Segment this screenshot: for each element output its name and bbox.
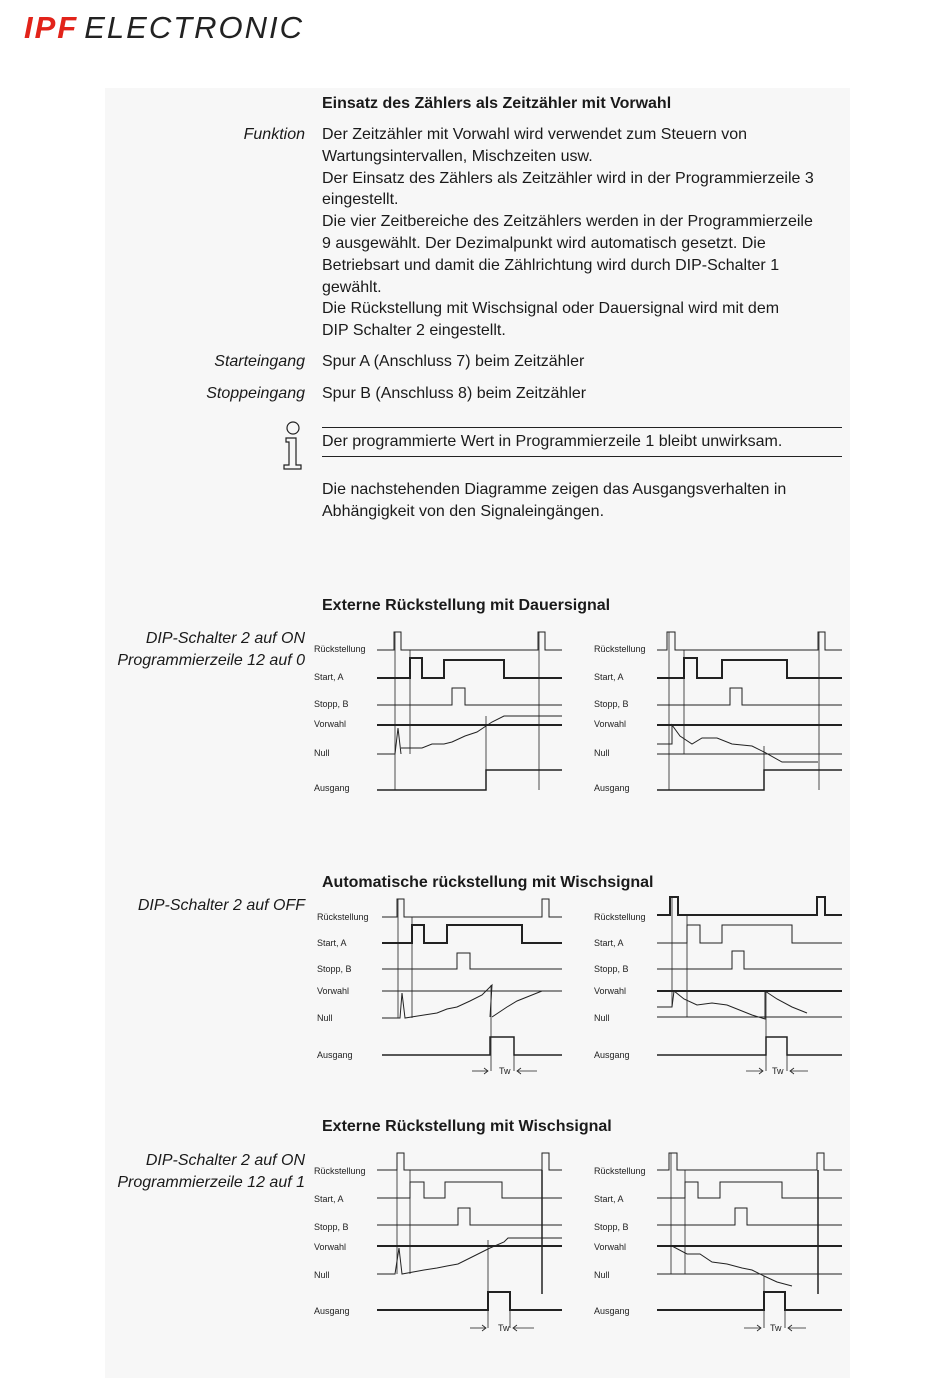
signal-label: Vorwahl [314, 1242, 347, 1252]
signal-label: Stopp, B [314, 1222, 349, 1232]
text-line: eingestellt. [322, 191, 399, 209]
text-line: DIP Schalter 2 eingestellt. [322, 322, 506, 340]
label-line: DIP-Schalter 2 auf OFF [137, 897, 305, 914]
signal-label: Stopp, B [594, 964, 629, 974]
label-line: DIP-Schalter 2 auf ON [145, 630, 305, 647]
label-line: Programmierzeile 12 auf 0 [117, 652, 305, 669]
signal-label: Ausgang [317, 1050, 353, 1060]
signal-label: Ausgang [594, 783, 630, 793]
signal-label: Rückstellung [317, 912, 369, 922]
signal-label: Ausgang [594, 1050, 630, 1060]
signal-label: Rückstellung [314, 644, 366, 654]
section-title: Einsatz des Zählers als Zeitzähler mit Vorwahl [322, 95, 672, 112]
timing-diagram-2a [312, 895, 562, 1080]
text-line: Der Zeitzähler mit Vorwahl wird verwendet zum Steuern von [322, 126, 748, 143]
signal-label: Start, A [594, 672, 624, 682]
diagram-title-2: Automatische rückstellung mit Wischsignal [322, 874, 654, 891]
signal-label: Null [594, 1270, 610, 1280]
signal-label: Vorwahl [594, 719, 627, 729]
tw-label: Tw [770, 1323, 782, 1333]
diagram-label-2 [105, 895, 305, 917]
signal-label: Vorwahl [594, 1242, 627, 1252]
text-line: Der Einsatz des Zählers als Zeitzähler wird in der Programmierzeile 3 [322, 169, 814, 187]
tw-label: Tw [498, 1323, 510, 1333]
text-line: gewählt. [322, 278, 382, 296]
signal-label: Stopp, B [594, 1222, 629, 1232]
signal-label: Start, A [314, 1194, 344, 1204]
funktion-text [322, 124, 847, 342]
signal-label: Rückstellung [314, 1166, 366, 1176]
funktion-label: Funktion [243, 126, 305, 143]
brand-logo [24, 10, 304, 46]
logo-ipf: IPF [24, 10, 79, 45]
text-line: Die vier Zeitbereiche des Zeitzählers werden in der Programmierzeile [322, 213, 813, 231]
diagram-label-3 [105, 1150, 305, 1194]
intro-text [322, 479, 847, 523]
timing-diagram-3a [312, 1150, 562, 1340]
signal-label: Null [594, 748, 610, 758]
signal-label: Start, A [594, 938, 624, 948]
text-line: Betriebsart und damit die Zählrichtung wird durch DIP-Schalter 1 [322, 256, 780, 274]
diagram-label-1 [105, 628, 305, 672]
timing-diagram-1a [312, 628, 562, 800]
text-line: Wartungsintervallen, Mischzeiten usw. [322, 147, 593, 165]
label-line: DIP-Schalter 2 auf ON [145, 1152, 305, 1169]
stop-text: Spur B (Anschluss 8) beim Zeitzähler [322, 385, 587, 402]
signal-label: Stopp, B [594, 699, 629, 709]
start-text: Spur A (Anschluss 7) beim Zeitzähler [322, 353, 585, 370]
note-rule-top [322, 427, 842, 428]
text-line: 9 ausgewählt. Der Dezimalpunkt wird automatisch gesetzt. Die [322, 234, 766, 252]
signal-label: Ausgang [314, 1306, 350, 1316]
diagram-title-1: Externe Rückstellung mit Dauersignal [322, 597, 611, 614]
text-line: Die Rückstellung mit Wischsignal oder Dauersignal wird mit dem [322, 300, 780, 318]
signal-label: Null [314, 1270, 330, 1280]
tw-label: Tw [772, 1066, 784, 1076]
tw-label: Tw [499, 1066, 511, 1076]
timing-diagram-3b [592, 1150, 842, 1340]
signal-label: Ausgang [594, 1306, 630, 1316]
signal-label: Rückstellung [594, 644, 646, 654]
signal-label: Null [594, 1013, 610, 1023]
timing-diagram-2b [592, 895, 842, 1080]
signal-label: Null [317, 1013, 333, 1023]
signal-label: Start, A [317, 938, 347, 948]
signal-label: Start, A [594, 1194, 624, 1204]
signal-label: Vorwahl [594, 986, 627, 996]
signal-label: Stopp, B [317, 964, 352, 974]
signal-label: Rückstellung [594, 912, 646, 922]
signal-label: Vorwahl [314, 719, 347, 729]
info-icon [281, 421, 305, 471]
label-line: Programmierzeile 12 auf 1 [117, 1174, 305, 1191]
note-rule-bottom [322, 456, 842, 457]
signal-label: Stopp, B [314, 699, 349, 709]
signal-label: Ausgang [314, 783, 350, 793]
diagram-title-3: Externe Rückstellung mit Wischsignal [322, 1118, 612, 1135]
signal-label: Vorwahl [317, 986, 350, 996]
note-text: Der programmierte Wert in Programmierzeile 1 bleibt unwirksam. [322, 433, 783, 450]
stop-label: Stoppeingang [206, 385, 305, 402]
start-label: Starteingang [214, 353, 305, 370]
text-line: Die nachstehenden Diagramme zeigen das Ausgangsverhalten in [322, 481, 787, 498]
signal-label: Null [314, 748, 330, 758]
logo-electronic: ELECTRONIC [84, 10, 305, 45]
signal-label: Rückstellung [594, 1166, 646, 1176]
text-line: Abhängigkeit von den Signaleingängen. [322, 502, 605, 520]
timing-diagram-1b [592, 628, 842, 800]
signal-label: Start, A [314, 672, 344, 682]
